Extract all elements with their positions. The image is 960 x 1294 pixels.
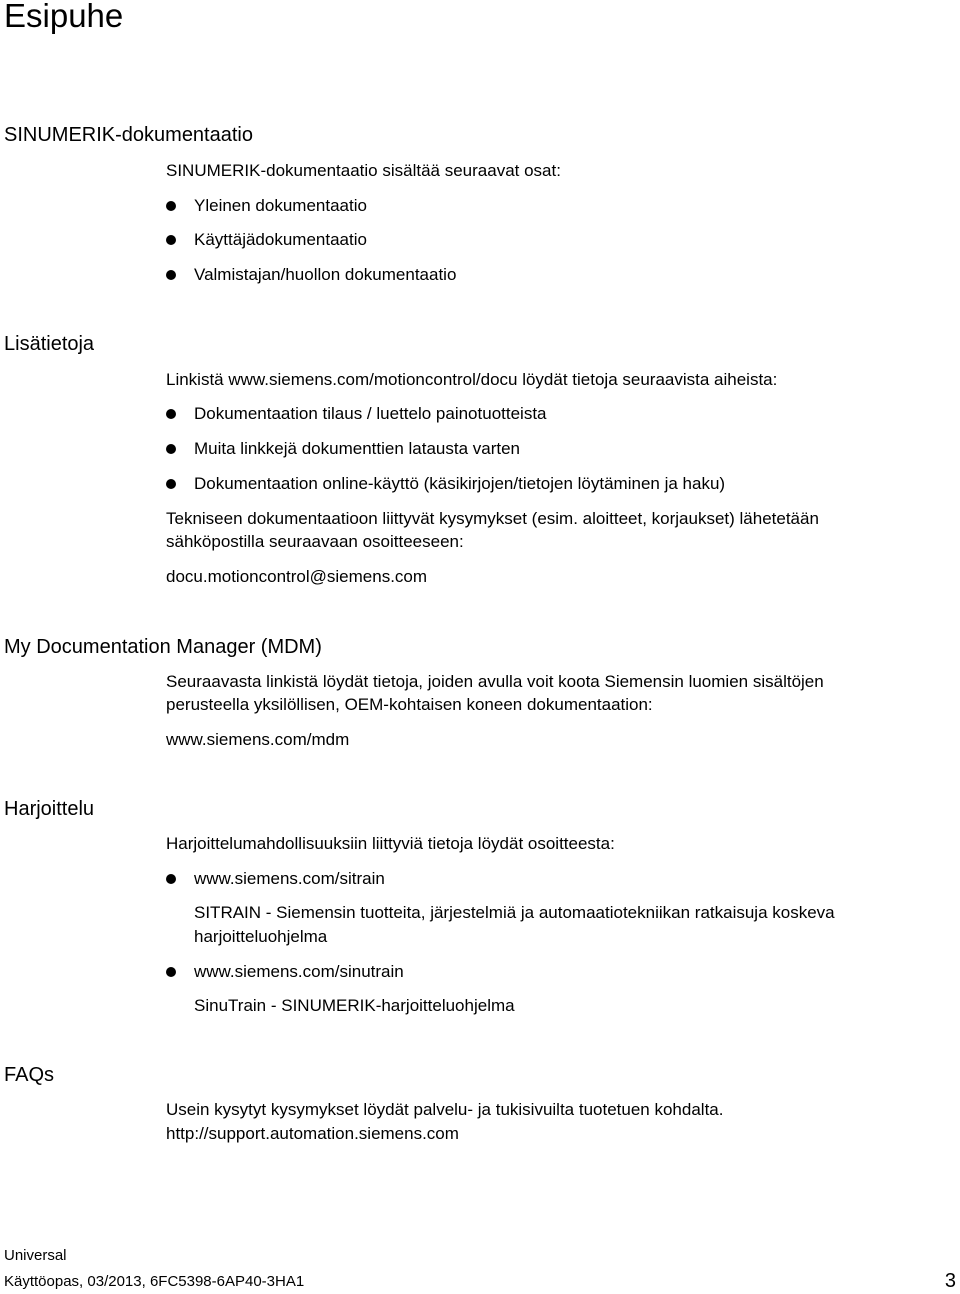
list-item: Valmistajan/huollon dokumentaatio: [194, 265, 457, 284]
bullet-icon: [166, 444, 176, 454]
mdm-text-line1: Seuraavasta linkistä löydät tietoja, joiden avulla voit koota Siemensin luomien sisältöjen: [166, 672, 824, 691]
faqs-link: http://support.automation.siemens.com: [166, 1124, 459, 1143]
list-item: Dokumentaation online-käyttö (käsikirjojen/tietojen löytäminen ja haku): [194, 474, 726, 493]
list-item: Dokumentaation tilaus / luettelo painotuotteista: [194, 404, 547, 423]
sinutrain-link: www.siemens.com/sinutrain: [194, 962, 404, 981]
bullet-icon: [166, 479, 176, 489]
more-info-text-line1: Tekniseen dokumentaatioon liittyvät kysymykset (esim. aloitteet, korjaukset) lähetetään: [166, 509, 819, 528]
footer-doc-info: Käyttöopas, 03/2013, 6FC5398-6AP40-3HA1: [4, 1273, 305, 1290]
sitrain-desc-line2: harjoitteluohjelma: [194, 927, 328, 946]
email-address: docu.motioncontrol@siemens.com: [166, 567, 428, 586]
more-info-text-line2: sähköpostilla seuraavaan osoitteeseen:: [166, 532, 464, 551]
bullet-icon: [166, 201, 176, 211]
list-item: Muita linkkejä dokumenttien latausta varten: [194, 439, 521, 458]
list-item: Käyttäjädokumentaatio: [194, 230, 367, 249]
sitrain-desc-line1: SITRAIN - Siemensin tuotteita, järjestelmiä ja automaatiotekniikan ratkaisuja koskeva: [194, 903, 835, 922]
section-title-training: Harjoittelu: [4, 798, 95, 820]
section-title-mdm: My Documentation Manager (MDM): [4, 636, 322, 658]
section-title-sinumerik-docs: SINUMERIK-dokumentaatio: [4, 124, 253, 146]
training-intro: Harjoittelumahdollisuuksiin liittyviä tietoja löydät osoitteesta:: [166, 834, 615, 853]
section-title-faqs: FAQs: [4, 1064, 55, 1086]
list-item: Yleinen dokumentaatio: [194, 196, 367, 215]
bullet-icon: [166, 270, 176, 280]
bullet-icon: [166, 235, 176, 245]
footer-product: Universal: [4, 1247, 67, 1264]
sinumerik-docs-intro: SINUMERIK-dokumentaatio sisältää seuraavat osat:: [166, 161, 561, 180]
bullet-icon: [166, 409, 176, 419]
sitrain-link: www.siemens.com/sitrain: [194, 869, 385, 888]
section-title-more-info: Lisätietoja: [4, 333, 95, 355]
bullet-icon: [166, 874, 176, 884]
mdm-link: www.siemens.com/mdm: [166, 730, 350, 749]
bullet-icon: [166, 967, 176, 977]
mdm-text-line2: perusteella yksilöllisen, OEM-kohtaisen koneen dokumentaation:: [166, 695, 653, 714]
page-title: Esipuhe: [4, 0, 124, 34]
page-number: 3: [944, 1270, 956, 1292]
faqs-text-line1: Usein kysytyt kysymykset löydät palvelu- ja tukisivuilta tuotetuen kohdalta.: [166, 1100, 724, 1119]
sinutrain-desc-line1: SinuTrain - SINUMERIK-harjoitteluohjelma: [194, 996, 515, 1015]
more-info-intro: Linkistä www.siemens.com/motioncontrol/docu löydät tietoja seuraavista aiheista:: [166, 370, 778, 389]
